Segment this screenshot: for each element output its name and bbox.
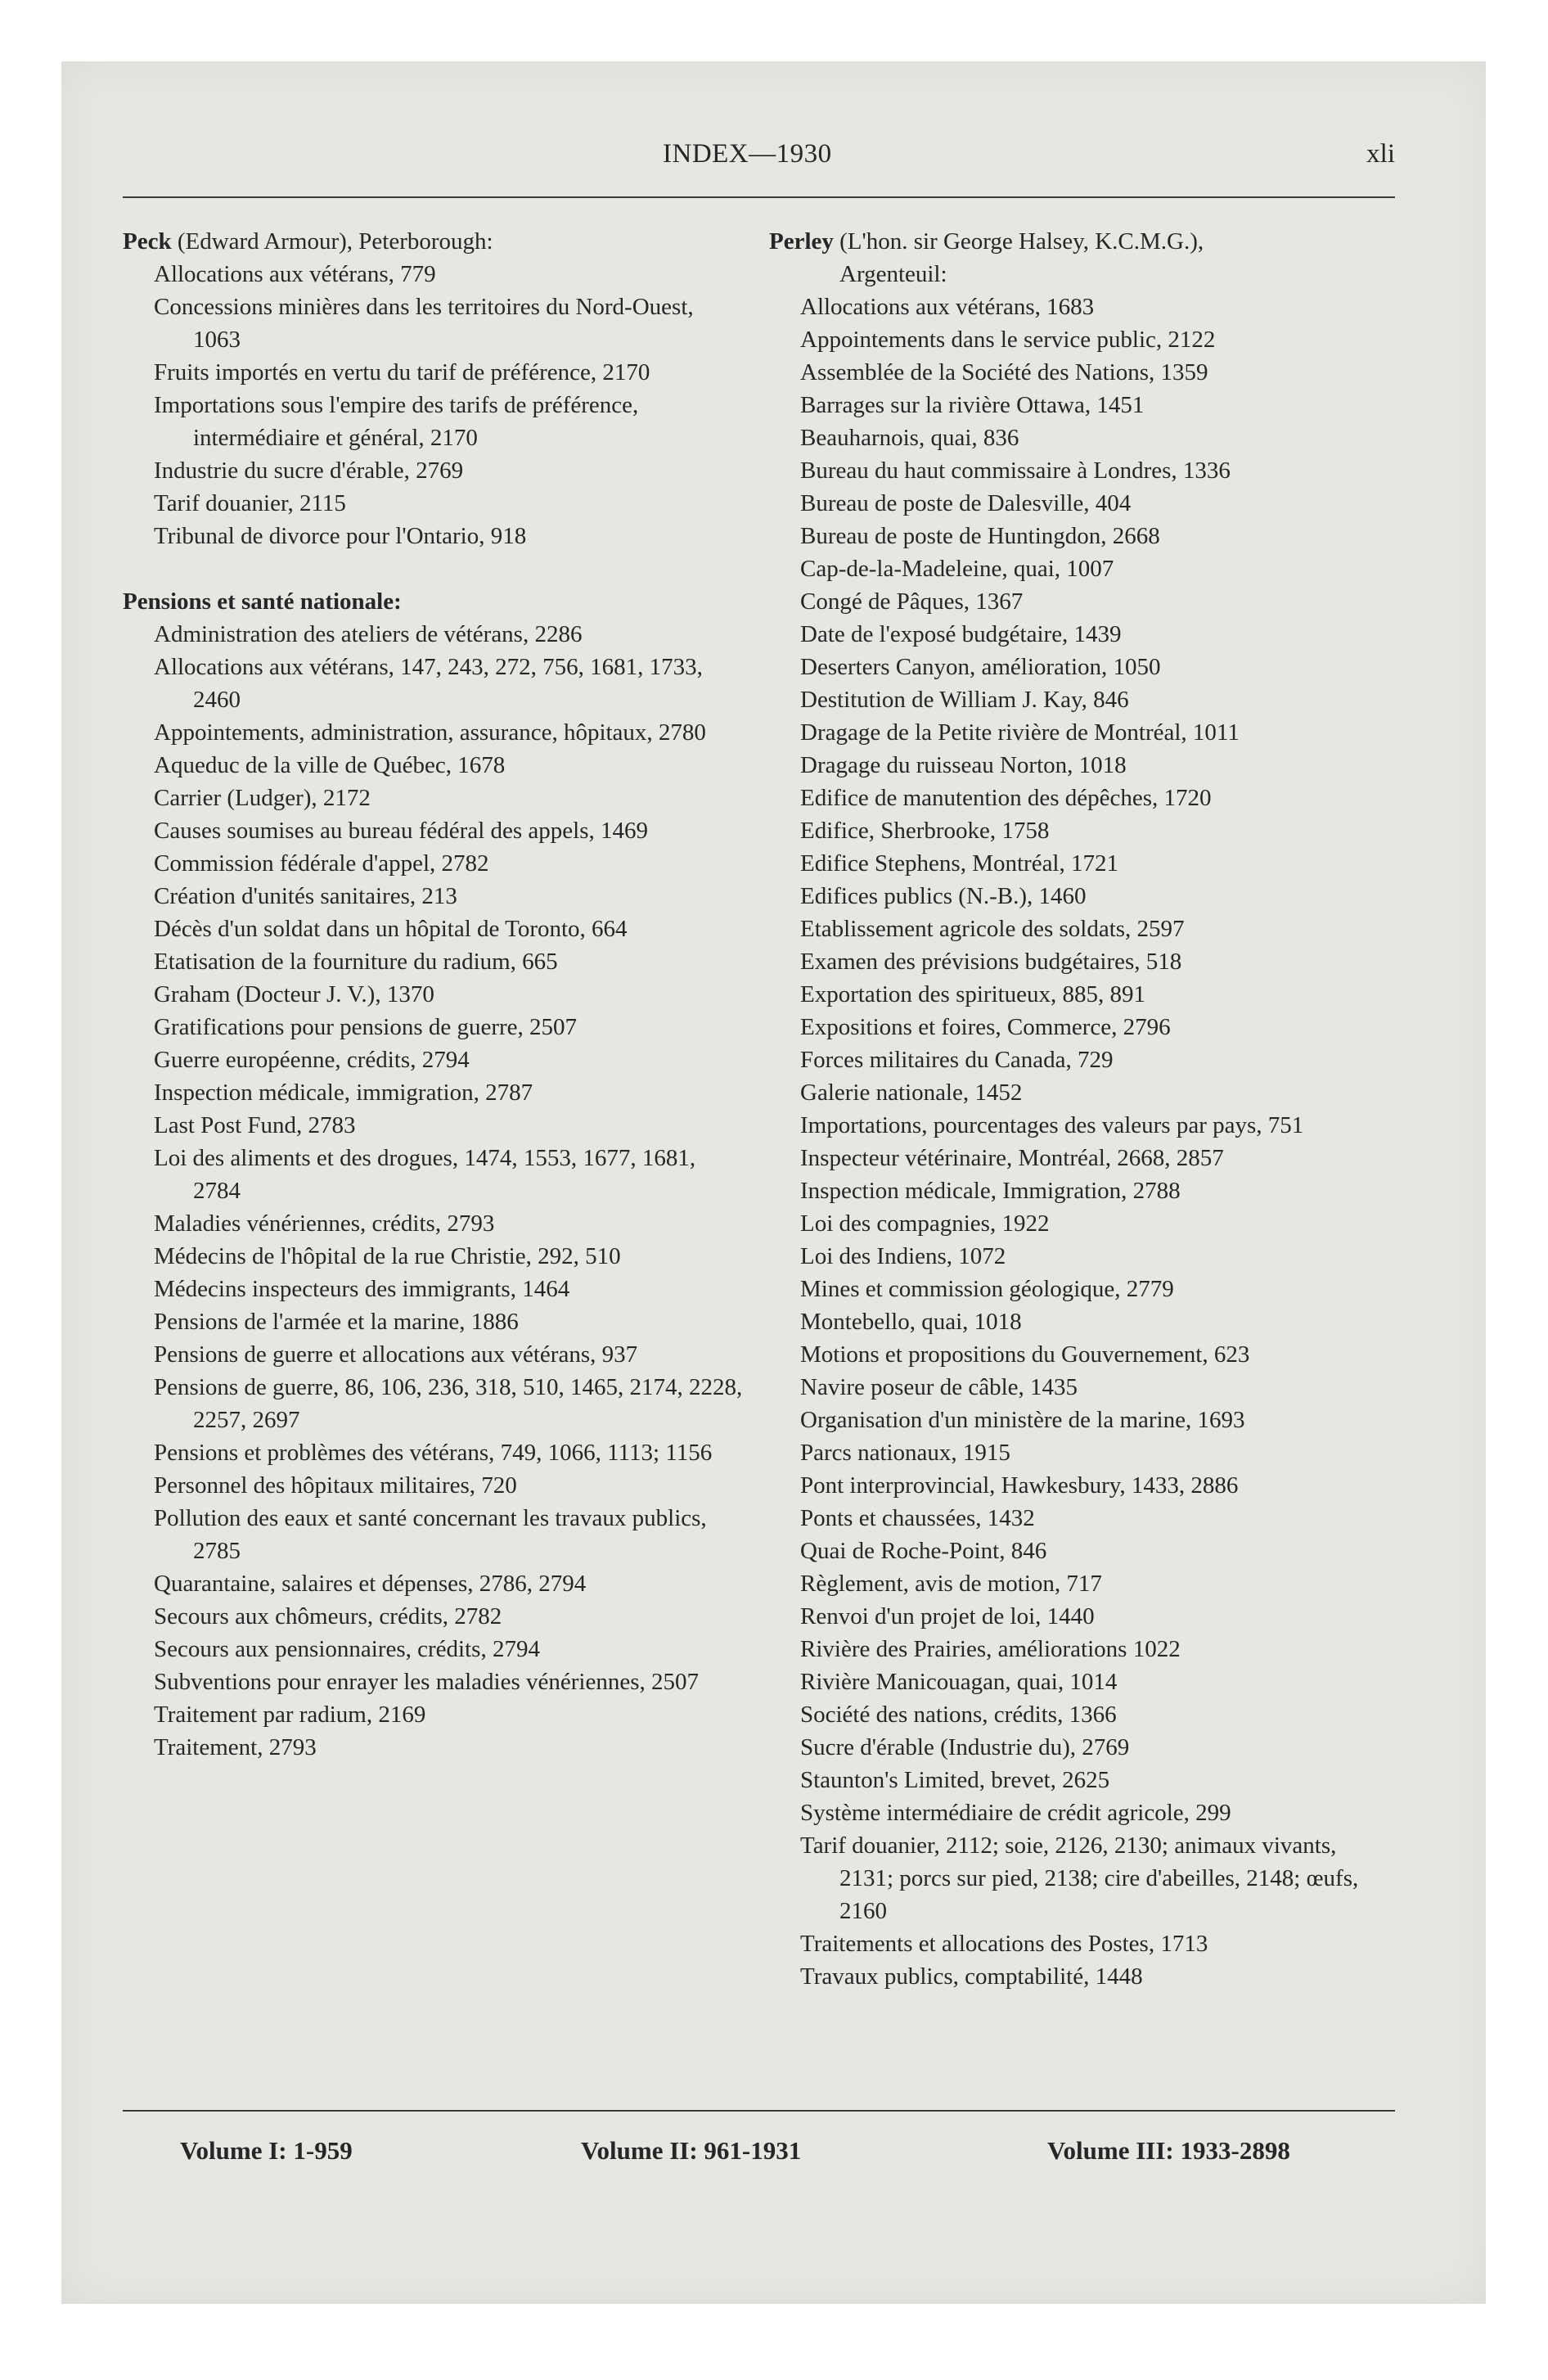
index-entry: Inspection médicale, immigration, 2787 [154,1080,533,1106]
index-entry: Secours aux chômeurs, crédits, 2782 [154,1603,502,1629]
index-entry: Système intermédiaire de crédit agricole, 299 [800,1800,1231,1826]
index-entry: Sucre d'érable (Industrie du), 2769 [800,1734,1130,1760]
index-entry: Inspecteur vétérinaire, Montréal, 2668, 2857 [800,1145,1224,1171]
index-page [123,139,1395,2165]
index-entry: Médecins de l'hôpital de la rue Christie, 292, 510 [154,1243,621,1269]
index-entry: Administration des ateliers de vétérans, 2286 [154,621,583,647]
index-entry: Exportation des spiritueux, 885, 891 [800,981,1146,1007]
index-entry: Edifice Stephens, Montréal, 1721 [800,850,1118,877]
index-entry: Importations, pourcentages des valeurs par pays, 751 [800,1112,1304,1138]
index-entry: Traitement par radium, 2169 [154,1702,426,1728]
index-entry: Dragage du ruisseau Norton, 1018 [800,752,1127,778]
index-entry: Subventions pour enrayer les maladies vénériennes, 2507 [154,1669,700,1695]
volume-footer [123,2136,1395,2177]
index-entry: Décès d'un soldat dans un hôpital de Toronto, 664 [154,916,628,942]
volume-3-range: Volume III: 1933-2898 [1047,2136,1290,2165]
index-entry: Etatisation de la fourniture du radium, 665 [154,949,558,975]
index-entry: Bureau de poste de Dalesville, 404 [800,490,1132,516]
index-entry: Travaux publics, comptabilité, 1448 [800,1963,1143,1990]
footer-rule [123,2110,1395,2112]
index-entry: Bureau de poste de Huntingdon, 2668 [800,523,1160,549]
index-entry: Loi des Indiens, 1072 [800,1243,1006,1269]
index-entry: Appointements, administration, assurance, hôpitaux, 2780 [154,719,706,746]
index-entry: Renvoi d'un projet de loi, 1440 [800,1603,1095,1629]
index-entry: Pensions de l'armée et la marine, 1886 [154,1309,519,1335]
index-entry: Pensions de guerre, 86, 106, 236, 318, 510, 1465, 2174, 2228, 2257, 2697 [154,1374,743,1433]
index-entry: Fruits importés en vertu du tarif de préférence, 2170 [154,359,650,385]
index-entry: Pont interprovincial, Hawkesbury, 1433, 2886 [800,1472,1239,1499]
index-entry: Barrages sur la rivière Ottawa, 1451 [800,392,1145,418]
index-entry: Règlement, avis de motion, 717 [800,1571,1102,1597]
index-entry: Dragage de la Petite rivière de Montréal, 1011 [800,719,1240,746]
index-entry: Deserters Canyon, amélioration, 1050 [800,654,1161,680]
index-entry: Expositions et foires, Commerce, 2796 [800,1014,1171,1040]
index-heading [123,225,745,258]
right-column [769,225,1395,1993]
index-entry: Congé de Pâques, 1367 [800,588,1024,615]
index-entry: Appointements dans le service public, 2122 [800,327,1216,353]
page-title: INDEX—1930 [663,139,832,169]
index-entry: Staunton's Limited, brevet, 2625 [800,1767,1110,1793]
index-entry: Tarif douanier, 2115 [154,490,346,516]
index-entry: Cap-de-la-Madeleine, quai, 1007 [800,556,1114,582]
index-entry: Edifices publics (N.-B.), 1460 [800,883,1087,909]
index-entry: Bureau du haut commissaire à Londres, 1336 [800,458,1231,484]
index-entry: Concessions minières dans les territoires du Nord-Ouest, 1063 [154,294,694,353]
index-entry: Causes soumises au bureau fédéral des appels, 1469 [154,818,649,844]
heading-details: (Edward Armour), Peterborough: [171,228,493,255]
index-entry: Carrier (Ludger), 2172 [154,785,371,811]
index-entry: Allocations aux vétérans, 147, 243, 272, 756, 1681, 1733, 2460 [154,654,703,713]
index-entry: Galerie nationale, 1452 [800,1080,1023,1106]
index-entry: Personnel des hôpitaux militaires, 720 [154,1472,517,1499]
index-entry: Edifice de manutention des dépêches, 1720 [800,785,1212,811]
index-entry: Last Post Fund, 2783 [154,1112,356,1138]
index-entry: Inspection médicale, Immigration, 2788 [800,1178,1181,1204]
index-entry: Organisation d'un ministère de la marine, 1693 [800,1407,1245,1433]
index-section [123,225,745,552]
index-entry: Edifice, Sherbrooke, 1758 [800,818,1050,844]
index-entry: Secours aux pensionnaires, crédits, 2794 [154,1636,540,1662]
index-entry: Tribunal de divorce pour l'Ontario, 918 [154,523,527,549]
index-entry: Destitution de William J. Kay, 846 [800,687,1129,713]
volume-1-range: Volume I: 1-959 [180,2136,353,2165]
index-entry: Importations sous l'empire des tarifs de préférence, intermédiaire et général, 2170 [154,392,639,451]
heading-name: Perley [769,228,834,255]
index-entry: Montebello, quai, 1018 [800,1309,1022,1335]
heading-riding: Argenteuil: [839,261,947,287]
index-entry: Médecins inspecteurs des immigrants, 1464 [154,1276,570,1302]
index-entry: Aqueduc de la ville de Québec, 1678 [154,752,506,778]
index-entry: Beauharnois, quai, 836 [800,425,1019,451]
index-entry: Commission fédérale d'appel, 2782 [154,850,489,877]
header-rule [123,196,1395,198]
index-section [123,585,745,1764]
index-entry: Assemblée de la Société des Nations, 1359 [800,359,1208,385]
index-entry: Loi des aliments et des drogues, 1474, 1553, 1677, 1681, 2784 [154,1145,696,1204]
index-entry: Allocations aux vétérans, 1683 [800,294,1095,320]
index-entry: Tarif douanier, 2112; soie, 2126, 2130; animaux vivants, 2131; porcs sur pied, 2138; cire d'abeilles, 2148; œufs, 2160 [800,1832,1359,1924]
index-entry: Rivière des Prairies, améliorations 1022 [800,1636,1181,1662]
heading-name: Pensions et santé nationale: [123,588,402,615]
index-entry: Maladies vénériennes, crédits, 2793 [154,1210,495,1237]
index-entry: Industrie du sucre d'érable, 2769 [154,458,464,484]
volume-2-range: Volume II: 961-1931 [581,2136,802,2165]
index-heading [123,585,745,618]
index-entry: Gratifications pour pensions de guerre, 2507 [154,1014,578,1040]
index-entry: Forces militaires du Canada, 729 [800,1047,1114,1073]
index-entry: Traitement, 2793 [154,1734,317,1760]
perley-entries [769,291,1395,1993]
index-entry: Motions et propositions du Gouvernement, 623 [800,1341,1250,1368]
index-entry: Parcs nationaux, 1915 [800,1440,1010,1466]
index-entry: Création d'unités sanitaires, 213 [154,883,457,909]
index-entry: Graham (Docteur J. V.), 1370 [154,981,434,1007]
index-entry: Pollution des eaux et santé concernant les travaux publics, 2785 [154,1505,707,1564]
index-entry: Rivière Manicouagan, quai, 1014 [800,1669,1118,1695]
heading-details: (L'hon. sir George Halsey, K.C.M.G.), [833,228,1204,255]
index-entry: Mines et commission géologique, 2779 [800,1276,1174,1302]
index-entry: Loi des compagnies, 1922 [800,1210,1050,1237]
index-entry: Pensions de guerre et allocations aux vétérans, 937 [154,1341,638,1368]
heading-name: Peck [123,228,172,255]
page-number: xli [1366,139,1395,169]
index-entry: Quai de Roche-Point, 846 [800,1538,1047,1564]
index-entry: Allocations aux vétérans, 779 [154,261,436,287]
page-header [123,139,1395,180]
index-entry: Examen des prévisions budgétaires, 518 [800,949,1182,975]
index-entry: Traitements et allocations des Postes, 1713 [800,1931,1208,1957]
index-entry: Société des nations, crédits, 1366 [800,1702,1117,1728]
index-heading-perley [769,225,1395,258]
index-entry: Guerre européenne, crédits, 2794 [154,1047,470,1073]
index-entry: Pensions et problèmes des vétérans, 749, 1066, 1113; 1156 [154,1440,713,1466]
index-entry: Date de l'exposé budgétaire, 1439 [800,621,1122,647]
index-entry: Quarantaine, salaires et dépenses, 2786, 2794 [154,1571,587,1597]
left-column [123,225,745,1764]
index-entry: Navire poseur de câble, 1435 [800,1374,1078,1400]
index-entry: Etablissement agricole des soldats, 2597 [800,916,1185,942]
index-entry: Ponts et chaussées, 1432 [800,1505,1035,1531]
